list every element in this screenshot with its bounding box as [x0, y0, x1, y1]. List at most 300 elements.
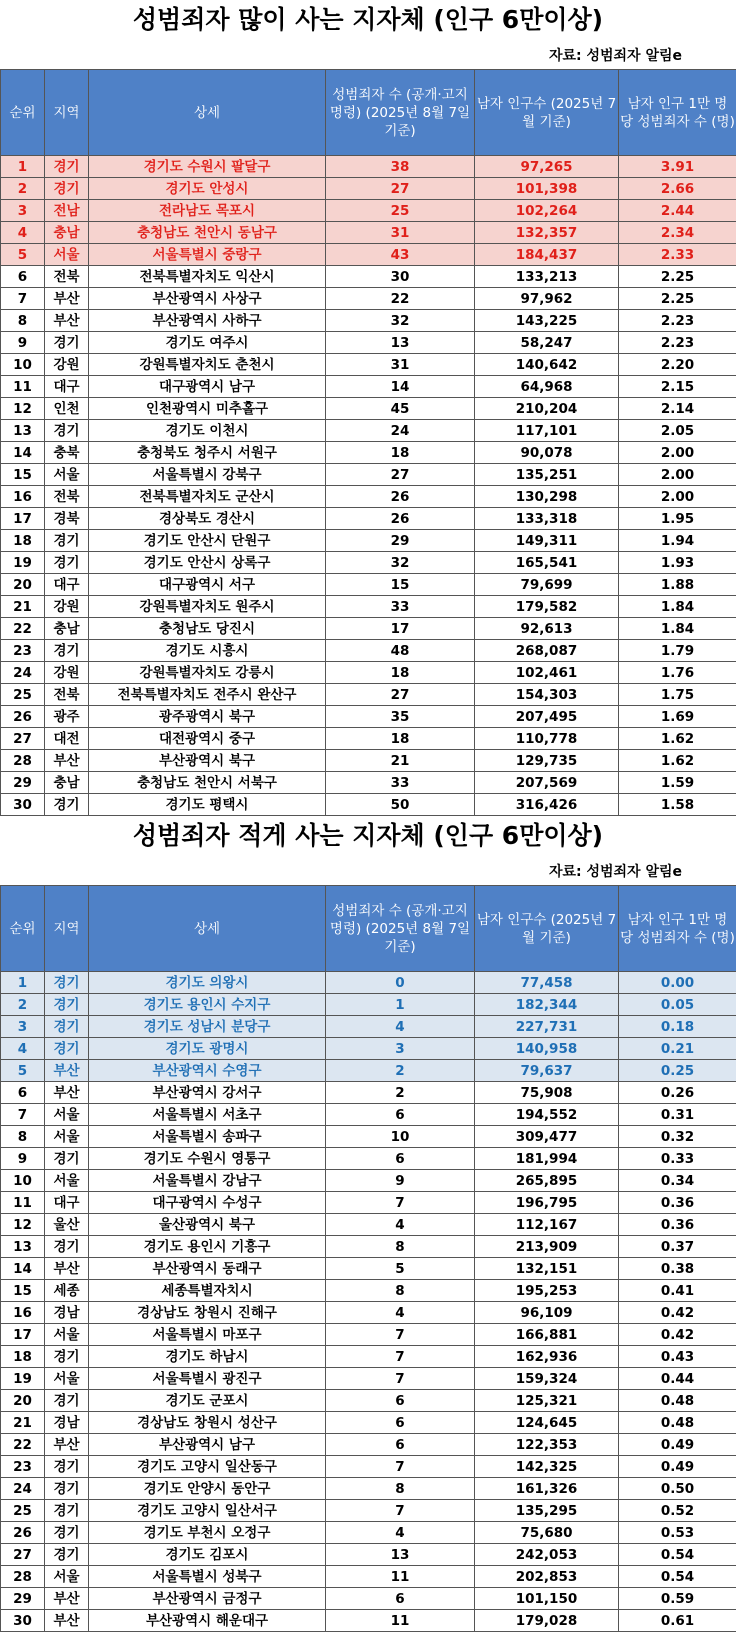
- cell-region: 경기: [45, 178, 89, 200]
- cell-rank: 13: [1, 1236, 45, 1258]
- cell-region: 부산: [45, 1258, 89, 1280]
- cell-offender-count: 29: [326, 530, 475, 552]
- cell-offender-count: 2: [326, 1082, 475, 1104]
- cell-rank: 13: [1, 420, 45, 442]
- cell-male-population: 122,353: [475, 1434, 619, 1456]
- cell-rate: 0.32: [619, 1126, 736, 1148]
- table-row: [1, 1456, 736, 1478]
- cell-male-population: 112,167: [475, 1214, 619, 1236]
- cell-offender-count: 4: [326, 1016, 475, 1038]
- cell-region: 인천: [45, 398, 89, 420]
- cell-male-population: 90,078: [475, 442, 619, 464]
- cell-rank: 20: [1, 1390, 45, 1412]
- cell-rank: 17: [1, 1324, 45, 1346]
- cell-detail: 충청북도 청주시 서원구: [89, 442, 326, 464]
- cell-rank: 6: [1, 1082, 45, 1104]
- cell-rate: 0.41: [619, 1280, 736, 1302]
- cell-detail: 대구광역시 수성구: [89, 1192, 326, 1214]
- cell-rate: 0.21: [619, 1038, 736, 1060]
- cell-rank: 21: [1, 596, 45, 618]
- cell-offender-count: 0: [326, 972, 475, 994]
- table-row: [1, 662, 736, 684]
- cell-offender-count: 32: [326, 552, 475, 574]
- cell-rank: 2: [1, 178, 45, 200]
- table-row: [1, 1412, 736, 1434]
- cell-detail: 서울특별시 마포구: [89, 1324, 326, 1346]
- cell-rank: 26: [1, 1522, 45, 1544]
- cell-male-population: 77,458: [475, 972, 619, 994]
- cell-rate: 1.93: [619, 552, 736, 574]
- cell-rank: 2: [1, 994, 45, 1016]
- cell-rate: 1.95: [619, 508, 736, 530]
- cell-detail: 경기도 여주시: [89, 332, 326, 354]
- cell-region: 경기: [45, 332, 89, 354]
- cell-detail: 충청남도 천안시 서북구: [89, 772, 326, 794]
- cell-region: 대전: [45, 728, 89, 750]
- table-row: [1, 1148, 736, 1170]
- cell-region: 서울: [45, 244, 89, 266]
- cell-region: 경기: [45, 972, 89, 994]
- header-rate: 남자 인구 1만 명 당 성범죄자 수 (명): [619, 886, 736, 972]
- cell-rank: 28: [1, 750, 45, 772]
- cell-offender-count: 35: [326, 706, 475, 728]
- cell-male-population: 161,326: [475, 1478, 619, 1500]
- section-title: 성범죄자 적게 사는 지자체 (인구 6만이상): [132, 821, 604, 850]
- cell-detail: 경기도 시흥시: [89, 640, 326, 662]
- header-row: [1, 886, 736, 972]
- cell-rate: 0.48: [619, 1412, 736, 1434]
- table-row: [1, 596, 736, 618]
- header-region: 지역: [45, 886, 89, 972]
- cell-detail: 대구광역시 남구: [89, 376, 326, 398]
- cell-region: 경기: [45, 530, 89, 552]
- source-note: 자료: 성범죄자 알림e: [548, 863, 682, 880]
- cell-rate: 2.66: [619, 178, 736, 200]
- table-row: [1, 1588, 736, 1610]
- cell-rate: 2.25: [619, 266, 736, 288]
- table-row: [1, 706, 736, 728]
- cell-rank: 9: [1, 332, 45, 354]
- table-row: [1, 1566, 736, 1588]
- cell-offender-count: 17: [326, 618, 475, 640]
- cell-detail: 부산광역시 동래구: [89, 1258, 326, 1280]
- cell-offender-count: 7: [326, 1324, 475, 1346]
- cell-rate: 1.84: [619, 618, 736, 640]
- cell-detail: 경기도 용인시 수지구: [89, 994, 326, 1016]
- cell-rate: 0.33: [619, 1148, 736, 1170]
- cell-male-population: 207,495: [475, 706, 619, 728]
- section-title: 성범죄자 많이 사는 지자체 (인구 6만이상): [132, 5, 604, 34]
- cell-detail: 부산광역시 북구: [89, 750, 326, 772]
- cell-rate: 1.75: [619, 684, 736, 706]
- cell-offender-count: 8: [326, 1236, 475, 1258]
- cell-offender-count: 11: [326, 1566, 475, 1588]
- cell-rank: 12: [1, 1214, 45, 1236]
- header-detail: 상세: [89, 886, 326, 972]
- cell-male-population: 75,908: [475, 1082, 619, 1104]
- cell-detail: 서울특별시 광진구: [89, 1368, 326, 1390]
- cell-rate: 0.49: [619, 1434, 736, 1456]
- cell-rate: 0.05: [619, 994, 736, 1016]
- cell-rank: 29: [1, 772, 45, 794]
- table-body: [1, 972, 736, 1632]
- cell-region: 충북: [45, 442, 89, 464]
- table-row: [1, 332, 736, 354]
- cell-male-population: 97,962: [475, 288, 619, 310]
- cell-offender-count: 14: [326, 376, 475, 398]
- cell-region: 경기: [45, 552, 89, 574]
- table-row: [1, 1478, 736, 1500]
- cell-male-population: 140,642: [475, 354, 619, 376]
- table-row: [1, 156, 736, 178]
- cell-offender-count: 48: [326, 640, 475, 662]
- cell-male-population: 102,264: [475, 200, 619, 222]
- table-row: [1, 1236, 736, 1258]
- cell-male-population: 124,645: [475, 1412, 619, 1434]
- table-row: [1, 1544, 736, 1566]
- cell-offender-count: 6: [326, 1588, 475, 1610]
- cell-male-population: 110,778: [475, 728, 619, 750]
- cell-male-population: 194,552: [475, 1104, 619, 1126]
- table-row: [1, 618, 736, 640]
- cell-rank: 30: [1, 794, 45, 816]
- cell-rank: 29: [1, 1588, 45, 1610]
- cell-offender-count: 21: [326, 750, 475, 772]
- cell-rank: 5: [1, 1060, 45, 1082]
- table-row: [1, 200, 736, 222]
- cell-rate: 0.43: [619, 1346, 736, 1368]
- cell-male-population: 79,637: [475, 1060, 619, 1082]
- cell-male-population: 64,968: [475, 376, 619, 398]
- cell-region: 경기: [45, 994, 89, 1016]
- cell-rank: 3: [1, 200, 45, 222]
- cell-region: 경북: [45, 508, 89, 530]
- header-row: [1, 70, 736, 156]
- cell-region: 광주: [45, 706, 89, 728]
- cell-offender-count: 6: [326, 1412, 475, 1434]
- cell-rate: 2.23: [619, 332, 736, 354]
- table-row: [1, 794, 736, 816]
- cell-offender-count: 6: [326, 1390, 475, 1412]
- cell-detail: 대구광역시 서구: [89, 574, 326, 596]
- cell-detail: 부산광역시 사상구: [89, 288, 326, 310]
- cell-male-population: 79,699: [475, 574, 619, 596]
- section-most: [0, 0, 736, 816]
- cell-male-population: 207,569: [475, 772, 619, 794]
- table-row: [1, 1390, 736, 1412]
- cell-rate: 0.25: [619, 1060, 736, 1082]
- cell-rank: 27: [1, 728, 45, 750]
- cell-rate: 0.38: [619, 1258, 736, 1280]
- cell-region: 세종: [45, 1280, 89, 1302]
- cell-rate: 0.42: [619, 1302, 736, 1324]
- cell-detail: 경상남도 창원시 성산구: [89, 1412, 326, 1434]
- cell-region: 경기: [45, 156, 89, 178]
- cell-offender-count: 8: [326, 1478, 475, 1500]
- table-row: [1, 376, 736, 398]
- cell-male-population: 125,321: [475, 1390, 619, 1412]
- cell-region: 경기: [45, 1346, 89, 1368]
- table-row: [1, 420, 736, 442]
- cell-male-population: 159,324: [475, 1368, 619, 1390]
- cell-offender-count: 13: [326, 1544, 475, 1566]
- cell-male-population: 227,731: [475, 1016, 619, 1038]
- cell-detail: 경상북도 경산시: [89, 508, 326, 530]
- cell-region: 경기: [45, 1148, 89, 1170]
- cell-male-population: 149,311: [475, 530, 619, 552]
- cell-rate: 2.05: [619, 420, 736, 442]
- data-table: [0, 69, 736, 816]
- cell-offender-count: 27: [326, 464, 475, 486]
- cell-detail: 충청남도 당진시: [89, 618, 326, 640]
- cell-male-population: 132,151: [475, 1258, 619, 1280]
- table-row: [1, 1324, 736, 1346]
- cell-offender-count: 7: [326, 1192, 475, 1214]
- cell-rank: 22: [1, 1434, 45, 1456]
- cell-rate: 0.49: [619, 1456, 736, 1478]
- cell-male-population: 97,265: [475, 156, 619, 178]
- cell-region: 울산: [45, 1214, 89, 1236]
- cell-detail: 경기도 성남시 분당구: [89, 1016, 326, 1038]
- cell-region: 경기: [45, 1390, 89, 1412]
- cell-male-population: 213,909: [475, 1236, 619, 1258]
- table-row: [1, 508, 736, 530]
- cell-male-population: 179,582: [475, 596, 619, 618]
- cell-detail: 경기도 김포시: [89, 1544, 326, 1566]
- cell-detail: 경기도 부천시 오정구: [89, 1522, 326, 1544]
- cell-rate: 1.62: [619, 750, 736, 772]
- cell-offender-count: 30: [326, 266, 475, 288]
- table-row: [1, 1302, 736, 1324]
- cell-rate: 1.84: [619, 596, 736, 618]
- cell-rate: 0.42: [619, 1324, 736, 1346]
- cell-rank: 6: [1, 266, 45, 288]
- cell-offender-count: 31: [326, 354, 475, 376]
- cell-male-population: 130,298: [475, 486, 619, 508]
- cell-region: 부산: [45, 1588, 89, 1610]
- cell-male-population: 165,541: [475, 552, 619, 574]
- cell-region: 부산: [45, 310, 89, 332]
- cell-offender-count: 9: [326, 1170, 475, 1192]
- table-row: [1, 310, 736, 332]
- cell-detail: 경기도 의왕시: [89, 972, 326, 994]
- cell-offender-count: 27: [326, 178, 475, 200]
- cell-rate: 0.61: [619, 1610, 736, 1632]
- header-male-population: 남자 인구수 (2025년 7월 기준): [475, 70, 619, 156]
- source-note: 자료: 성범죄자 알림e: [548, 47, 682, 64]
- cell-rate: 0.52: [619, 1500, 736, 1522]
- table-row: [1, 640, 736, 662]
- cell-rank: 16: [1, 1302, 45, 1324]
- cell-offender-count: 33: [326, 596, 475, 618]
- cell-rank: 1: [1, 972, 45, 994]
- cell-offender-count: 8: [326, 1280, 475, 1302]
- cell-male-population: 75,680: [475, 1522, 619, 1544]
- cell-rate: 2.15: [619, 376, 736, 398]
- cell-rate: 2.44: [619, 200, 736, 222]
- cell-region: 충남: [45, 618, 89, 640]
- cell-offender-count: 10: [326, 1126, 475, 1148]
- cell-region: 경남: [45, 1412, 89, 1434]
- cell-offender-count: 50: [326, 794, 475, 816]
- cell-male-population: 129,735: [475, 750, 619, 772]
- cell-rank: 19: [1, 1368, 45, 1390]
- cell-offender-count: 4: [326, 1214, 475, 1236]
- cell-rate: 0.50: [619, 1478, 736, 1500]
- cell-rate: 1.69: [619, 706, 736, 728]
- table-row: [1, 994, 736, 1016]
- cell-region: 경기: [45, 420, 89, 442]
- cell-male-population: 154,303: [475, 684, 619, 706]
- cell-rank: 4: [1, 222, 45, 244]
- table-row: [1, 1368, 736, 1390]
- cell-male-population: 309,477: [475, 1126, 619, 1148]
- table-row: [1, 1434, 736, 1456]
- cell-male-population: 242,053: [475, 1544, 619, 1566]
- cell-offender-count: 27: [326, 684, 475, 706]
- table-row: [1, 728, 736, 750]
- cell-offender-count: 43: [326, 244, 475, 266]
- cell-male-population: 265,895: [475, 1170, 619, 1192]
- cell-detail: 서울특별시 강북구: [89, 464, 326, 486]
- cell-offender-count: 6: [326, 1148, 475, 1170]
- cell-male-population: 96,109: [475, 1302, 619, 1324]
- cell-offender-count: 11: [326, 1610, 475, 1632]
- cell-rank: 12: [1, 398, 45, 420]
- cell-offender-count: 26: [326, 508, 475, 530]
- cell-rate: 2.23: [619, 310, 736, 332]
- cell-detail: 서울특별시 서초구: [89, 1104, 326, 1126]
- table-row: [1, 1170, 736, 1192]
- cell-rate: 2.14: [619, 398, 736, 420]
- cell-rank: 24: [1, 1478, 45, 1500]
- header-rank: 순위: [1, 70, 45, 156]
- cell-rank: 23: [1, 640, 45, 662]
- cell-rank: 14: [1, 1258, 45, 1280]
- table-row: [1, 1610, 736, 1632]
- cell-offender-count: 7: [326, 1346, 475, 1368]
- cell-region: 경남: [45, 1302, 89, 1324]
- cell-region: 전북: [45, 684, 89, 706]
- cell-detail: 광주광역시 북구: [89, 706, 326, 728]
- cell-region: 서울: [45, 1104, 89, 1126]
- cell-rank: 3: [1, 1016, 45, 1038]
- cell-detail: 서울특별시 강남구: [89, 1170, 326, 1192]
- cell-rank: 8: [1, 310, 45, 332]
- table-row: [1, 398, 736, 420]
- table-row: [1, 1082, 736, 1104]
- cell-region: 강원: [45, 662, 89, 684]
- cell-rank: 16: [1, 486, 45, 508]
- cell-rate: 2.25: [619, 288, 736, 310]
- table-row: [1, 464, 736, 486]
- cell-offender-count: 4: [326, 1302, 475, 1324]
- cell-region: 부산: [45, 288, 89, 310]
- cell-offender-count: 45: [326, 398, 475, 420]
- cell-rate: 0.48: [619, 1390, 736, 1412]
- cell-detail: 경기도 안산시 상록구: [89, 552, 326, 574]
- cell-rate: 0.36: [619, 1214, 736, 1236]
- cell-detail: 부산광역시 남구: [89, 1434, 326, 1456]
- cell-region: 경기: [45, 1236, 89, 1258]
- cell-detail: 부산광역시 강서구: [89, 1082, 326, 1104]
- cell-rank: 26: [1, 706, 45, 728]
- cell-male-population: 135,251: [475, 464, 619, 486]
- cell-rank: 17: [1, 508, 45, 530]
- table-row: [1, 486, 736, 508]
- cell-rate: 2.00: [619, 464, 736, 486]
- cell-rank: 20: [1, 574, 45, 596]
- table-row: [1, 266, 736, 288]
- cell-region: 부산: [45, 750, 89, 772]
- cell-male-population: 135,295: [475, 1500, 619, 1522]
- cell-offender-count: 1: [326, 994, 475, 1016]
- cell-offender-count: 18: [326, 442, 475, 464]
- cell-offender-count: 6: [326, 1104, 475, 1126]
- section-least: [0, 816, 736, 1632]
- cell-region: 경기: [45, 1016, 89, 1038]
- cell-rate: 2.00: [619, 486, 736, 508]
- cell-offender-count: 7: [326, 1456, 475, 1478]
- cell-detail: 강원특별자치도 강릉시: [89, 662, 326, 684]
- table-body: [1, 156, 736, 816]
- header-rate: 남자 인구 1만 명 당 성범죄자 수 (명): [619, 70, 736, 156]
- cell-detail: 부산광역시 금정구: [89, 1588, 326, 1610]
- cell-male-population: 181,994: [475, 1148, 619, 1170]
- cell-detail: 부산광역시 해운대구: [89, 1610, 326, 1632]
- header-detail: 상세: [89, 70, 326, 156]
- header-region: 지역: [45, 70, 89, 156]
- table-row: [1, 354, 736, 376]
- cell-detail: 전북특별자치도 군산시: [89, 486, 326, 508]
- cell-rate: 0.34: [619, 1170, 736, 1192]
- cell-rate: 2.20: [619, 354, 736, 376]
- cell-rank: 15: [1, 464, 45, 486]
- cell-rank: 10: [1, 354, 45, 376]
- cell-rank: 18: [1, 1346, 45, 1368]
- cell-rate: 2.34: [619, 222, 736, 244]
- cell-offender-count: 6: [326, 1434, 475, 1456]
- cell-detail: 경기도 안성시: [89, 178, 326, 200]
- table-row: [1, 1016, 736, 1038]
- cell-rank: 22: [1, 618, 45, 640]
- cell-male-population: 184,437: [475, 244, 619, 266]
- cell-region: 경기: [45, 794, 89, 816]
- cell-region: 강원: [45, 354, 89, 376]
- cell-region: 충남: [45, 772, 89, 794]
- cell-offender-count: 7: [326, 1500, 475, 1522]
- table-row: [1, 684, 736, 706]
- cell-rank: 11: [1, 1192, 45, 1214]
- table-row: [1, 1522, 736, 1544]
- cell-male-population: 102,461: [475, 662, 619, 684]
- cell-region: 경기: [45, 1522, 89, 1544]
- cell-rate: 1.59: [619, 772, 736, 794]
- cell-offender-count: 4: [326, 1522, 475, 1544]
- cell-offender-count: 3: [326, 1038, 475, 1060]
- cell-region: 충남: [45, 222, 89, 244]
- cell-region: 대구: [45, 1192, 89, 1214]
- cell-offender-count: 24: [326, 420, 475, 442]
- cell-detail: 인천광역시 미추홀구: [89, 398, 326, 420]
- cell-rate: 0.00: [619, 972, 736, 994]
- table-row: [1, 178, 736, 200]
- cell-rate: 2.00: [619, 442, 736, 464]
- cell-rank: 9: [1, 1148, 45, 1170]
- cell-rate: 1.79: [619, 640, 736, 662]
- cell-male-population: 58,247: [475, 332, 619, 354]
- cell-rank: 11: [1, 376, 45, 398]
